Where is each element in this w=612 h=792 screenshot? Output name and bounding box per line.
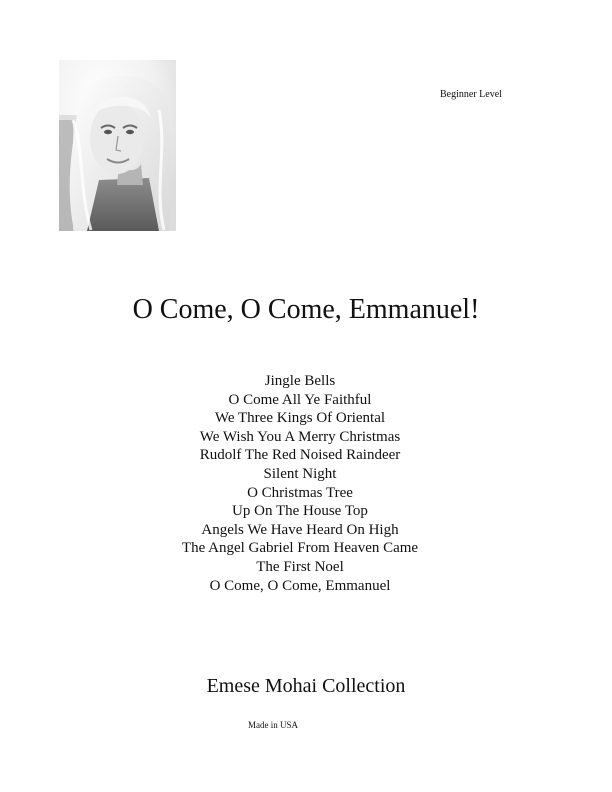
difficulty-level: Beginner Level <box>440 89 502 100</box>
song-item: O Christmas Tree <box>247 484 353 501</box>
song-item: The Angel Gabriel From Heaven Came <box>181 540 419 557</box>
song-list <box>150 372 450 595</box>
collection-name: Emese Mohai Collection <box>206 675 406 697</box>
author-portrait-image <box>59 60 176 231</box>
song-item: Rudolf The Red Noised Raindeer <box>199 447 401 464</box>
song-item: Silent Night <box>263 465 337 482</box>
song-item: Jingle Bells <box>264 373 336 389</box>
song-item: We Wish You A Merry Christmas <box>199 428 401 445</box>
song-item: O Come, O Come, Emmanuel <box>209 577 391 594</box>
made-in-label: Made in USA <box>248 720 298 730</box>
song-item: The First Noel <box>256 558 344 575</box>
book-title: O Come, O Come, Emmanuel! <box>132 294 480 325</box>
song-item: We Three Kings Of Oriental <box>214 410 386 427</box>
song-item: Up On The House Top <box>232 503 368 520</box>
author-photo <box>59 60 176 231</box>
song-item: O Come All Ye Faithful <box>228 391 372 408</box>
song-item: Angels We Have Heard On High <box>201 521 399 538</box>
